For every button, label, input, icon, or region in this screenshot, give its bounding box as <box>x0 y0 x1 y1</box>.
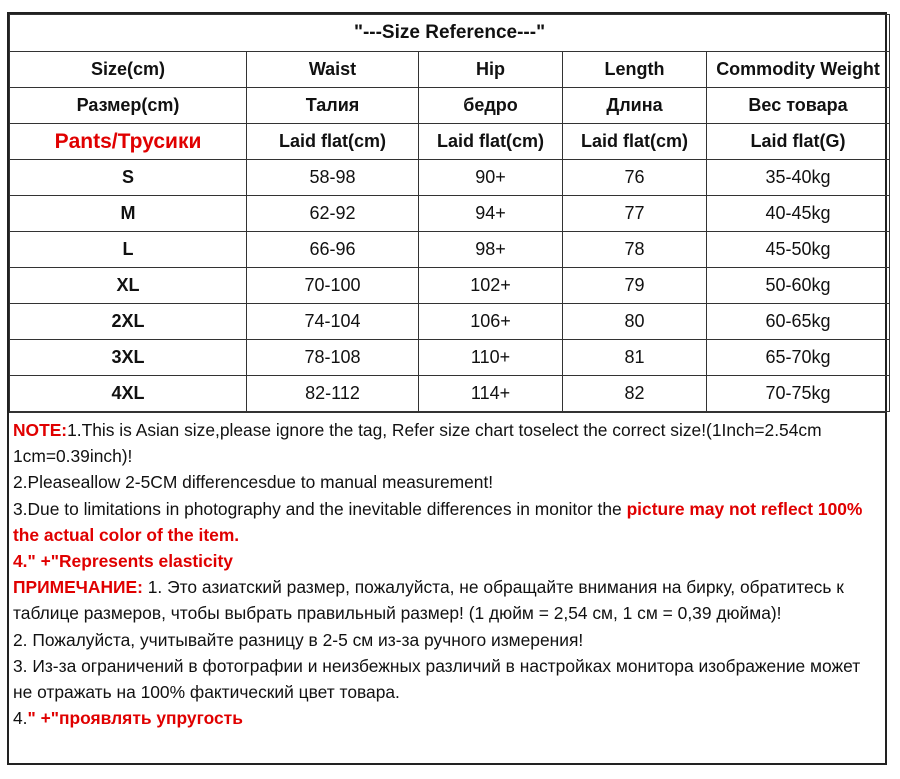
table-cell: 70-75kg <box>707 376 890 412</box>
table-cell: 94+ <box>419 196 563 232</box>
note-highlight: picture may not reflect 100% the actual color of the item. <box>13 498 863 545</box>
header-cell: Длина <box>563 88 707 124</box>
note-4: 4." +"Represents elasticity <box>13 551 233 572</box>
note-number: 4. <box>13 708 28 729</box>
table-cell: 35-40kg <box>707 160 890 196</box>
table-cell: 82-112 <box>247 376 419 412</box>
table-row <box>10 304 890 340</box>
table-cell: 62-92 <box>247 196 419 232</box>
size-cell: 4XL <box>10 376 247 412</box>
table-cell: 81 <box>563 340 707 376</box>
pants-label: Pants/Трусики <box>10 124 247 160</box>
note-2: 2.Pleaseallow 2-5CM differencesdue to manual measurement! <box>13 472 494 493</box>
header-cell: Laid flat(cm) <box>563 124 707 160</box>
table-row <box>10 232 890 268</box>
header-cell: Вес товара <box>707 88 890 124</box>
size-cell: XL <box>10 268 247 304</box>
table-row <box>10 376 890 412</box>
table-row <box>10 268 890 304</box>
note-3 <box>13 496 881 548</box>
table-cell: 90+ <box>419 160 563 196</box>
header-cell: Laid flat(G) <box>707 124 890 160</box>
table-cell: 66-96 <box>247 232 419 268</box>
header-cell: Length <box>563 52 707 88</box>
table-cell: 65-70kg <box>707 340 890 376</box>
table-cell: 76 <box>563 160 707 196</box>
header-cell: Waist <box>247 52 419 88</box>
header-cell: бедро <box>419 88 563 124</box>
table-cell: 82 <box>563 376 707 412</box>
note-ru-3: 3. Из-за ограничений в фотографии и неизбежных различий в настройках монитора изображение может не отражать на 100% фактический цвет товара. <box>13 655 861 703</box>
table-cell: 80 <box>563 304 707 340</box>
size-cell: 2XL <box>10 304 247 340</box>
header-cell: Commodity Weight <box>707 52 890 88</box>
table-cell: 70-100 <box>247 268 419 304</box>
header-cell: Талия <box>247 88 419 124</box>
table-cell: 77 <box>563 196 707 232</box>
table-cell: 50-60kg <box>707 268 890 304</box>
size-cell: L <box>10 232 247 268</box>
table-cell: 74-104 <box>247 304 419 340</box>
table-title: "---Size Reference---" <box>10 15 890 52</box>
size-cell: 3XL <box>10 340 247 376</box>
note-text: 1.This is Asian size,please ignore the tag, Refer size chart toselect the correct size!(1Inch=2.54cm 1cm=0.39inch)! <box>13 420 822 467</box>
header-row-ru <box>10 88 890 124</box>
table-row <box>10 160 890 196</box>
note-highlight: " +"проявлять упругость <box>27 708 243 729</box>
note-label: NOTE: <box>13 420 68 440</box>
size-cell: M <box>10 196 247 232</box>
size-cell: S <box>10 160 247 196</box>
header-cell: Size(cm) <box>10 52 247 88</box>
table-cell: 79 <box>563 268 707 304</box>
table-cell: 60-65kg <box>707 304 890 340</box>
header-cell: Laid flat(cm) <box>419 124 563 160</box>
header-row-en <box>10 52 890 88</box>
table-cell: 58-98 <box>247 160 419 196</box>
note-text: 1. Это азиатский размер, пожалуйста, не обращайте внимания на бирку, обратитесь к таблице размеров, чтобы выбрать правильный размер! (1 дюйм = 2,54 см, 1 см = 0,39 дюйма)! <box>13 577 844 624</box>
table-cell: 45-50kg <box>707 232 890 268</box>
header-row-unit <box>10 124 890 160</box>
size-table <box>9 14 890 412</box>
note-1 <box>13 417 881 469</box>
header-cell: Размер(cm) <box>10 88 247 124</box>
table-row <box>10 340 890 376</box>
table-cell: 78-108 <box>247 340 419 376</box>
header-cell: Laid flat(cm) <box>247 124 419 160</box>
table-cell: 114+ <box>419 376 563 412</box>
header-cell: Hip <box>419 52 563 88</box>
size-chart <box>7 12 887 765</box>
table-cell: 40-45kg <box>707 196 890 232</box>
table-cell: 102+ <box>419 268 563 304</box>
note-ru-2: 2. Пожалуйста, учитывайте разницу в 2-5 см из-за ручного измерения! <box>13 629 584 650</box>
note-label-ru: ПРИМЕЧАНИЕ: <box>13 577 143 598</box>
notes-block <box>9 412 885 763</box>
note-text: 3.Due to limitations in photography and the inevitable differences in monitor the <box>13 498 627 519</box>
table-cell: 78 <box>563 232 707 268</box>
table-cell: 106+ <box>419 304 563 340</box>
table-row <box>10 196 890 232</box>
note-ru-4 <box>13 705 881 731</box>
table-cell: 110+ <box>419 340 563 376</box>
table-cell: 98+ <box>419 232 563 268</box>
note-ru-1 <box>13 574 881 626</box>
